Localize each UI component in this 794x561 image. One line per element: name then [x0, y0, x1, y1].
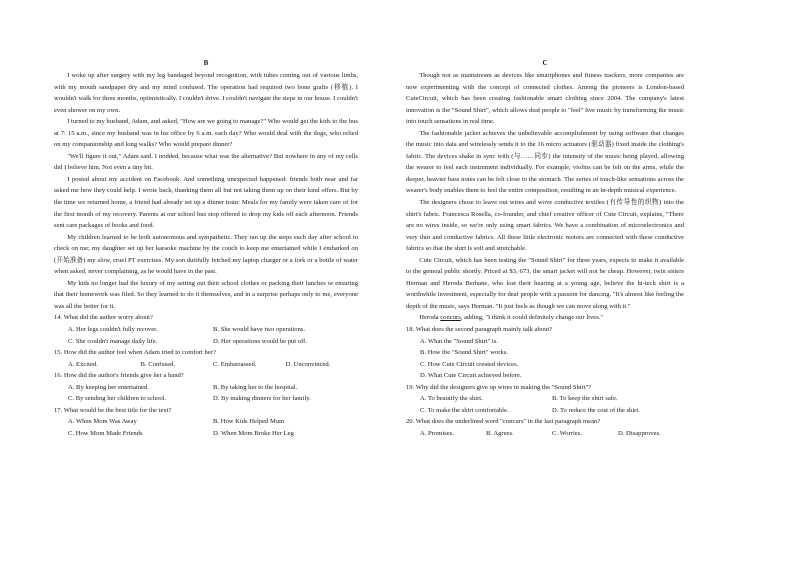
option-c: C. Worries. — [552, 429, 582, 437]
option-d: D. Disapproves. — [618, 429, 661, 437]
option-d: D. What Cute Circuit achieved before. — [420, 372, 522, 380]
option-c: C. Embarrassed. — [213, 360, 257, 368]
option-b: B. She would have two operations. — [213, 326, 306, 334]
option-a: A. Her legs couldn't fully recover. — [68, 326, 158, 334]
option-c: C. By sending her children to school. — [68, 395, 167, 403]
option-b: B. How the "Sound Shirt" works. — [420, 349, 508, 357]
option-b: B. To keep the shirt safe. — [552, 395, 618, 403]
question-stem-17: 17. What would be the best title for the text? — [54, 406, 172, 414]
option-a: A. Excited. — [68, 360, 98, 368]
option-a: A. When Mom Was Away — [68, 418, 137, 426]
passage-paragraph: Though not as mainstream as devices like smartphones and fitness trackers, more companies are now experimenting with the concept of connected clothes. Among the pioneers is London-based CuteCircuit, which has been creating fashionable smart clothing since 2004. The company's latest innovation is the "Sound Shirt", which allows deaf people to "feel" live music by transforming the music into touch sensations in real time. — [406, 72, 684, 126]
passage-paragraph: Cute Circuit, which has been testing the "Sound Shirt" for three years, expects to make it available to the general public shortly. Priced at $3, 673, the smart jacket will not be cheap. However, twin sisters Herman and Heroda Berhane, who lost their hearing at a young age, believe the hi-tech shirt is a worthwhile investment, especially for deaf people with a passion for dancing. "It's almost like feeling the depth of the music, says Herman. "It just feels as though we can move along with it." — [406, 256, 684, 310]
question-options-19 — [406, 393, 684, 416]
section-c — [406, 58, 684, 440]
option-b: B. By taking her to the hospital. — [213, 383, 298, 391]
option-d: D. By making dinners for her family. — [213, 395, 311, 403]
last-para-suffix: , adding, "I think it could definitely change our lives." — [460, 314, 604, 322]
section-c-label: C — [542, 59, 548, 67]
option-d: D. Her operations would be put off. — [213, 337, 308, 345]
passage-paragraph-last — [406, 312, 684, 324]
underlined-word: concurs — [440, 314, 461, 322]
passage-paragraph: I woke up after surgery with my leg bandaged beyond recognition, with tubes coming out of various limbs, with my mouth sandpaper dry and my mind confused. The operation had required two bone grafts (移植). I wouldn't walk for three months, optimistically. I couldn't drive. I couldn't navigate the steps in our house. I couldn't even shower on my own. — [54, 72, 358, 114]
question-stem-20: 20. What does the underlined word "concurs" in the last paragraph mean? — [406, 418, 601, 426]
question-stem-15: 15. How did the author feel when Adam tried to comfort her? — [54, 349, 216, 357]
last-para-prefix: Heroda — [419, 314, 441, 322]
passage-paragraph: "We'll figure it out," Adam said. I nodded, because what was the alternative? But nowhere in any of my cells did I believe him. Not even a tiny bit. — [54, 152, 358, 172]
question-options-14 — [54, 324, 358, 347]
option-c: C. How Cute Circuit created devices. — [420, 360, 519, 368]
passage-paragraph: My children learned to be both autonomous and sympathetic. They ran up the steps each day after school to check on me; my daughter set up her karaoke machine by the couch to keep me entertained while I embarked on (开始准备) my slow, cruel PT exercises. My son dutifully fetched my laptop charger or a fork or a bottle of water when asked, never complaining, as he would have in the past. — [54, 233, 358, 276]
question-stem-19: 19. Why did the designers give up wires in making the "Sound Shirt"? — [406, 383, 592, 391]
option-c: C. She couldn't manage daily life. — [68, 337, 158, 345]
option-b: B. Confused. — [140, 360, 176, 368]
passage-paragraph: My kids no longer had the luxury of my setting out their school clothes or packing their lunches or ensuring that their homework was filed. So they learned to do it themselves, and in a surprise perhaps only to me, everyone was all the better for it. — [54, 279, 358, 310]
option-d: D. When Mom Broke Her Leg — [213, 429, 294, 437]
passage-paragraph: I posted about my accident on Facebook. And something unexpected happened: friends both near and far asked me how they could help. I wrote back, thanking them all but not taking them up on their kind offers. But by the time we returned home, a friend had already set up a dinner train: Meals for my family were taken care of for the first month of my recovery. Parents at our school bus stop offered to drop my kids off each afternoon. Friends sent care packages of books and food. — [54, 175, 358, 230]
passage-paragraph: I turned to my husband, Adam, and asked, "How are we going to manage?" Who would get the kids to the bus at 7: 15 a.m., since my husband was in his office by 6 a.m. each day? Who would deal with the dogs, who relied on my companionship and long walks? Who would prepare dinner? — [54, 118, 358, 149]
option-b: B. Agrees. — [486, 429, 514, 437]
option-d: D. To reduce the cost of the shirt. — [552, 406, 640, 414]
section-b — [54, 58, 358, 440]
question-stem-16: 16. How did the author's friends give her a hand? — [54, 372, 184, 380]
passage-paragraph: The fashionable jacket achieves the unbelievable accomplishment by using software that changes the music into data and wirelessly sends it to the 16 micro actuators (驱动器) fixed inside the clothing's fabric. The devices shake in sync with (与……同步) the intensity of the music being played, allowing the wearer to feel each instrument individually. For example, violins can be felt on the arms, while the deeper, heavier bass notes can be felt close to the stomach. The series of touch-like sensations across the wearer's body enables them to feel the entire composition, resulting in an in-depth musical experience. — [406, 129, 684, 195]
question-options-15 — [54, 359, 358, 371]
option-d: D. Unconvinced. — [285, 360, 331, 368]
option-a: A. What the "Sound Shirt" is. — [420, 337, 498, 345]
option-c: C. To make the shirt comfortable. — [420, 406, 509, 414]
question-options-17 — [54, 416, 358, 439]
question-stem-14: 14. What did the author worry about? — [54, 314, 153, 322]
option-b: B. How Kids Helped Mum — [213, 418, 285, 426]
option-a: A. Promises. — [420, 429, 454, 437]
option-c: C. How Mom Made Friends — [68, 429, 143, 437]
question-options-20 — [406, 428, 684, 440]
section-b-label: B — [203, 59, 209, 67]
option-a: A. To beautify the shirt. — [420, 395, 483, 403]
question-stem-18: 18. What does the second paragraph mainly talk about? — [406, 326, 553, 334]
option-a: A. By keeping her entertained. — [68, 383, 149, 391]
passage-paragraph: The designers chose to leave out wires and wove conductive textiles (有传导性的织物) into the shirt's fabric. Francesca Rosella, co-founder, and chief creative officer of Cute Circuit, explains, "There are no wires inside, so we're only using smart fabrics. We have a combination of microelectronics and very thin and conductive fabrics. All these little electronic motors are connected with these conductive fabrics so that the shirt is soft and stretchable. — [406, 199, 684, 253]
question-options-16 — [54, 382, 358, 405]
